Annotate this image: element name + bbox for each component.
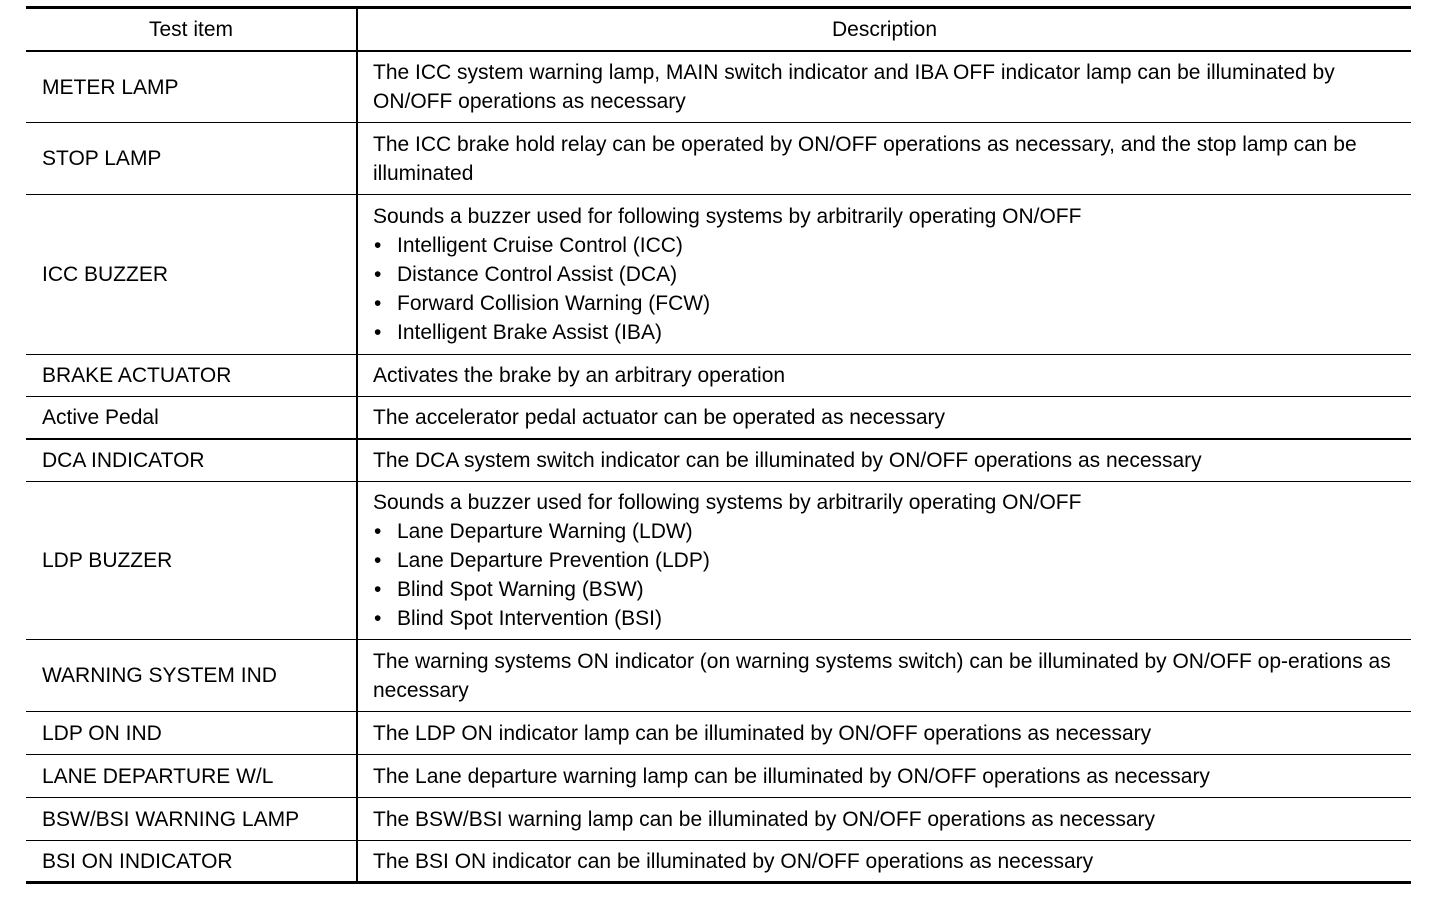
bullet-list xyxy=(373,517,1401,633)
table-row xyxy=(26,482,1411,640)
description-text: Sounds a buzzer used for following systems by arbitrarily operating ON/OFF xyxy=(373,205,1082,228)
test-item-table-container xyxy=(26,6,1411,884)
list-item xyxy=(373,546,1401,575)
description-cell: The ICC system warning lamp, MAIN switch indicator and IBA OFF indicator lamp can be illuminated by ON/OFF operations as necessary xyxy=(357,51,1411,123)
table-row xyxy=(26,798,1411,841)
list-item-text: Intelligent Cruise Control (ICC) xyxy=(397,234,683,257)
description-cell: The warning systems ON indicator (on warning systems switch) can be illuminated by ON/OFF op-erations as necessary xyxy=(357,640,1411,712)
bullet-list xyxy=(373,231,1401,347)
description-cell: The DCA system switch indicator can be illuminated by ON/OFF operations as necessary xyxy=(357,439,1411,482)
bullet-icon: • xyxy=(374,263,382,286)
test-item-cell: ICC BUZZER xyxy=(26,195,357,355)
list-item-text: Distance Control Assist (DCA) xyxy=(397,263,678,286)
list-item-text: Blind Spot Warning (BSW) xyxy=(397,578,644,601)
test-item-cell: BSW/BSI WARNING LAMP xyxy=(26,798,357,841)
list-item xyxy=(373,318,1401,347)
test-item-cell: STOP LAMP xyxy=(26,123,357,195)
table-row xyxy=(26,439,1411,482)
bullet-icon: • xyxy=(374,549,382,572)
table-header-row xyxy=(26,8,1411,52)
test-item-table xyxy=(26,6,1411,884)
list-item-text: Blind Spot Intervention (BSI) xyxy=(397,607,662,630)
list-item-text: Lane Departure Prevention (LDP) xyxy=(397,549,710,572)
bullet-icon: • xyxy=(374,578,382,601)
description-cell xyxy=(357,482,1411,640)
bullet-icon: • xyxy=(374,321,382,344)
description-cell: The ICC brake hold relay can be operated by ON/OFF operations as necessary, and the stop lamp can be illuminated xyxy=(357,123,1411,195)
bullet-icon: • xyxy=(374,234,382,257)
table-row xyxy=(26,51,1411,123)
list-item xyxy=(373,604,1401,633)
test-item-cell: BRAKE ACTUATOR xyxy=(26,355,357,397)
table-row xyxy=(26,195,1411,355)
header-test-item: Test item xyxy=(26,8,357,52)
bullet-icon: • xyxy=(374,292,382,315)
test-item-cell: BSI ON INDICATOR xyxy=(26,841,357,883)
table-row xyxy=(26,640,1411,712)
list-item xyxy=(373,575,1401,604)
table-row xyxy=(26,355,1411,397)
description-cell: The BSI ON indicator can be illuminated by ON/OFF operations as necessary xyxy=(373,849,1094,873)
description-cell: The BSW/BSI warning lamp can be illuminated by ON/OFF operations as necessary xyxy=(357,798,1411,841)
test-item-cell: Active Pedal xyxy=(26,397,357,440)
list-item xyxy=(373,231,1401,260)
table-row xyxy=(26,397,1411,440)
list-item-text: Forward Collision Warning (FCW) xyxy=(397,292,711,315)
list-item-text: Intelligent Brake Assist (IBA) xyxy=(397,321,662,344)
list-item xyxy=(373,517,1401,546)
test-item-cell: METER LAMP xyxy=(26,51,357,123)
description-text: Sounds a buzzer used for following systems by arbitrarily operating ON/OFF xyxy=(373,491,1082,514)
test-item-cell: LDP ON IND xyxy=(26,712,357,755)
table-row xyxy=(26,123,1411,195)
description-cell: Activates the brake by an arbitrary operation xyxy=(357,355,1411,397)
description-cell: The accelerator pedal actuator can be operated as necessary xyxy=(357,397,1411,440)
bullet-icon: • xyxy=(374,520,382,543)
description-cell: The LDP ON indicator lamp can be illuminated by ON/OFF operations as necessary xyxy=(357,712,1411,755)
list-item-text: Lane Departure Warning (LDW) xyxy=(397,520,693,543)
test-item-cell: DCA INDICATOR xyxy=(26,439,357,482)
test-item-cell: LDP BUZZER xyxy=(26,482,357,640)
list-item xyxy=(373,260,1401,289)
table-row xyxy=(26,712,1411,755)
test-item-cell: LANE DEPARTURE W/L xyxy=(26,755,357,798)
test-item-cell: WARNING SYSTEM IND xyxy=(26,640,357,712)
table-row xyxy=(26,755,1411,798)
description-cell: The Lane departure warning lamp can be illuminated by ON/OFF operations as necessary xyxy=(357,755,1411,798)
list-item xyxy=(373,289,1401,318)
header-description: Description xyxy=(357,8,1411,52)
bullet-icon: • xyxy=(374,607,382,630)
table-row xyxy=(26,841,1411,883)
description-cell xyxy=(357,195,1411,355)
